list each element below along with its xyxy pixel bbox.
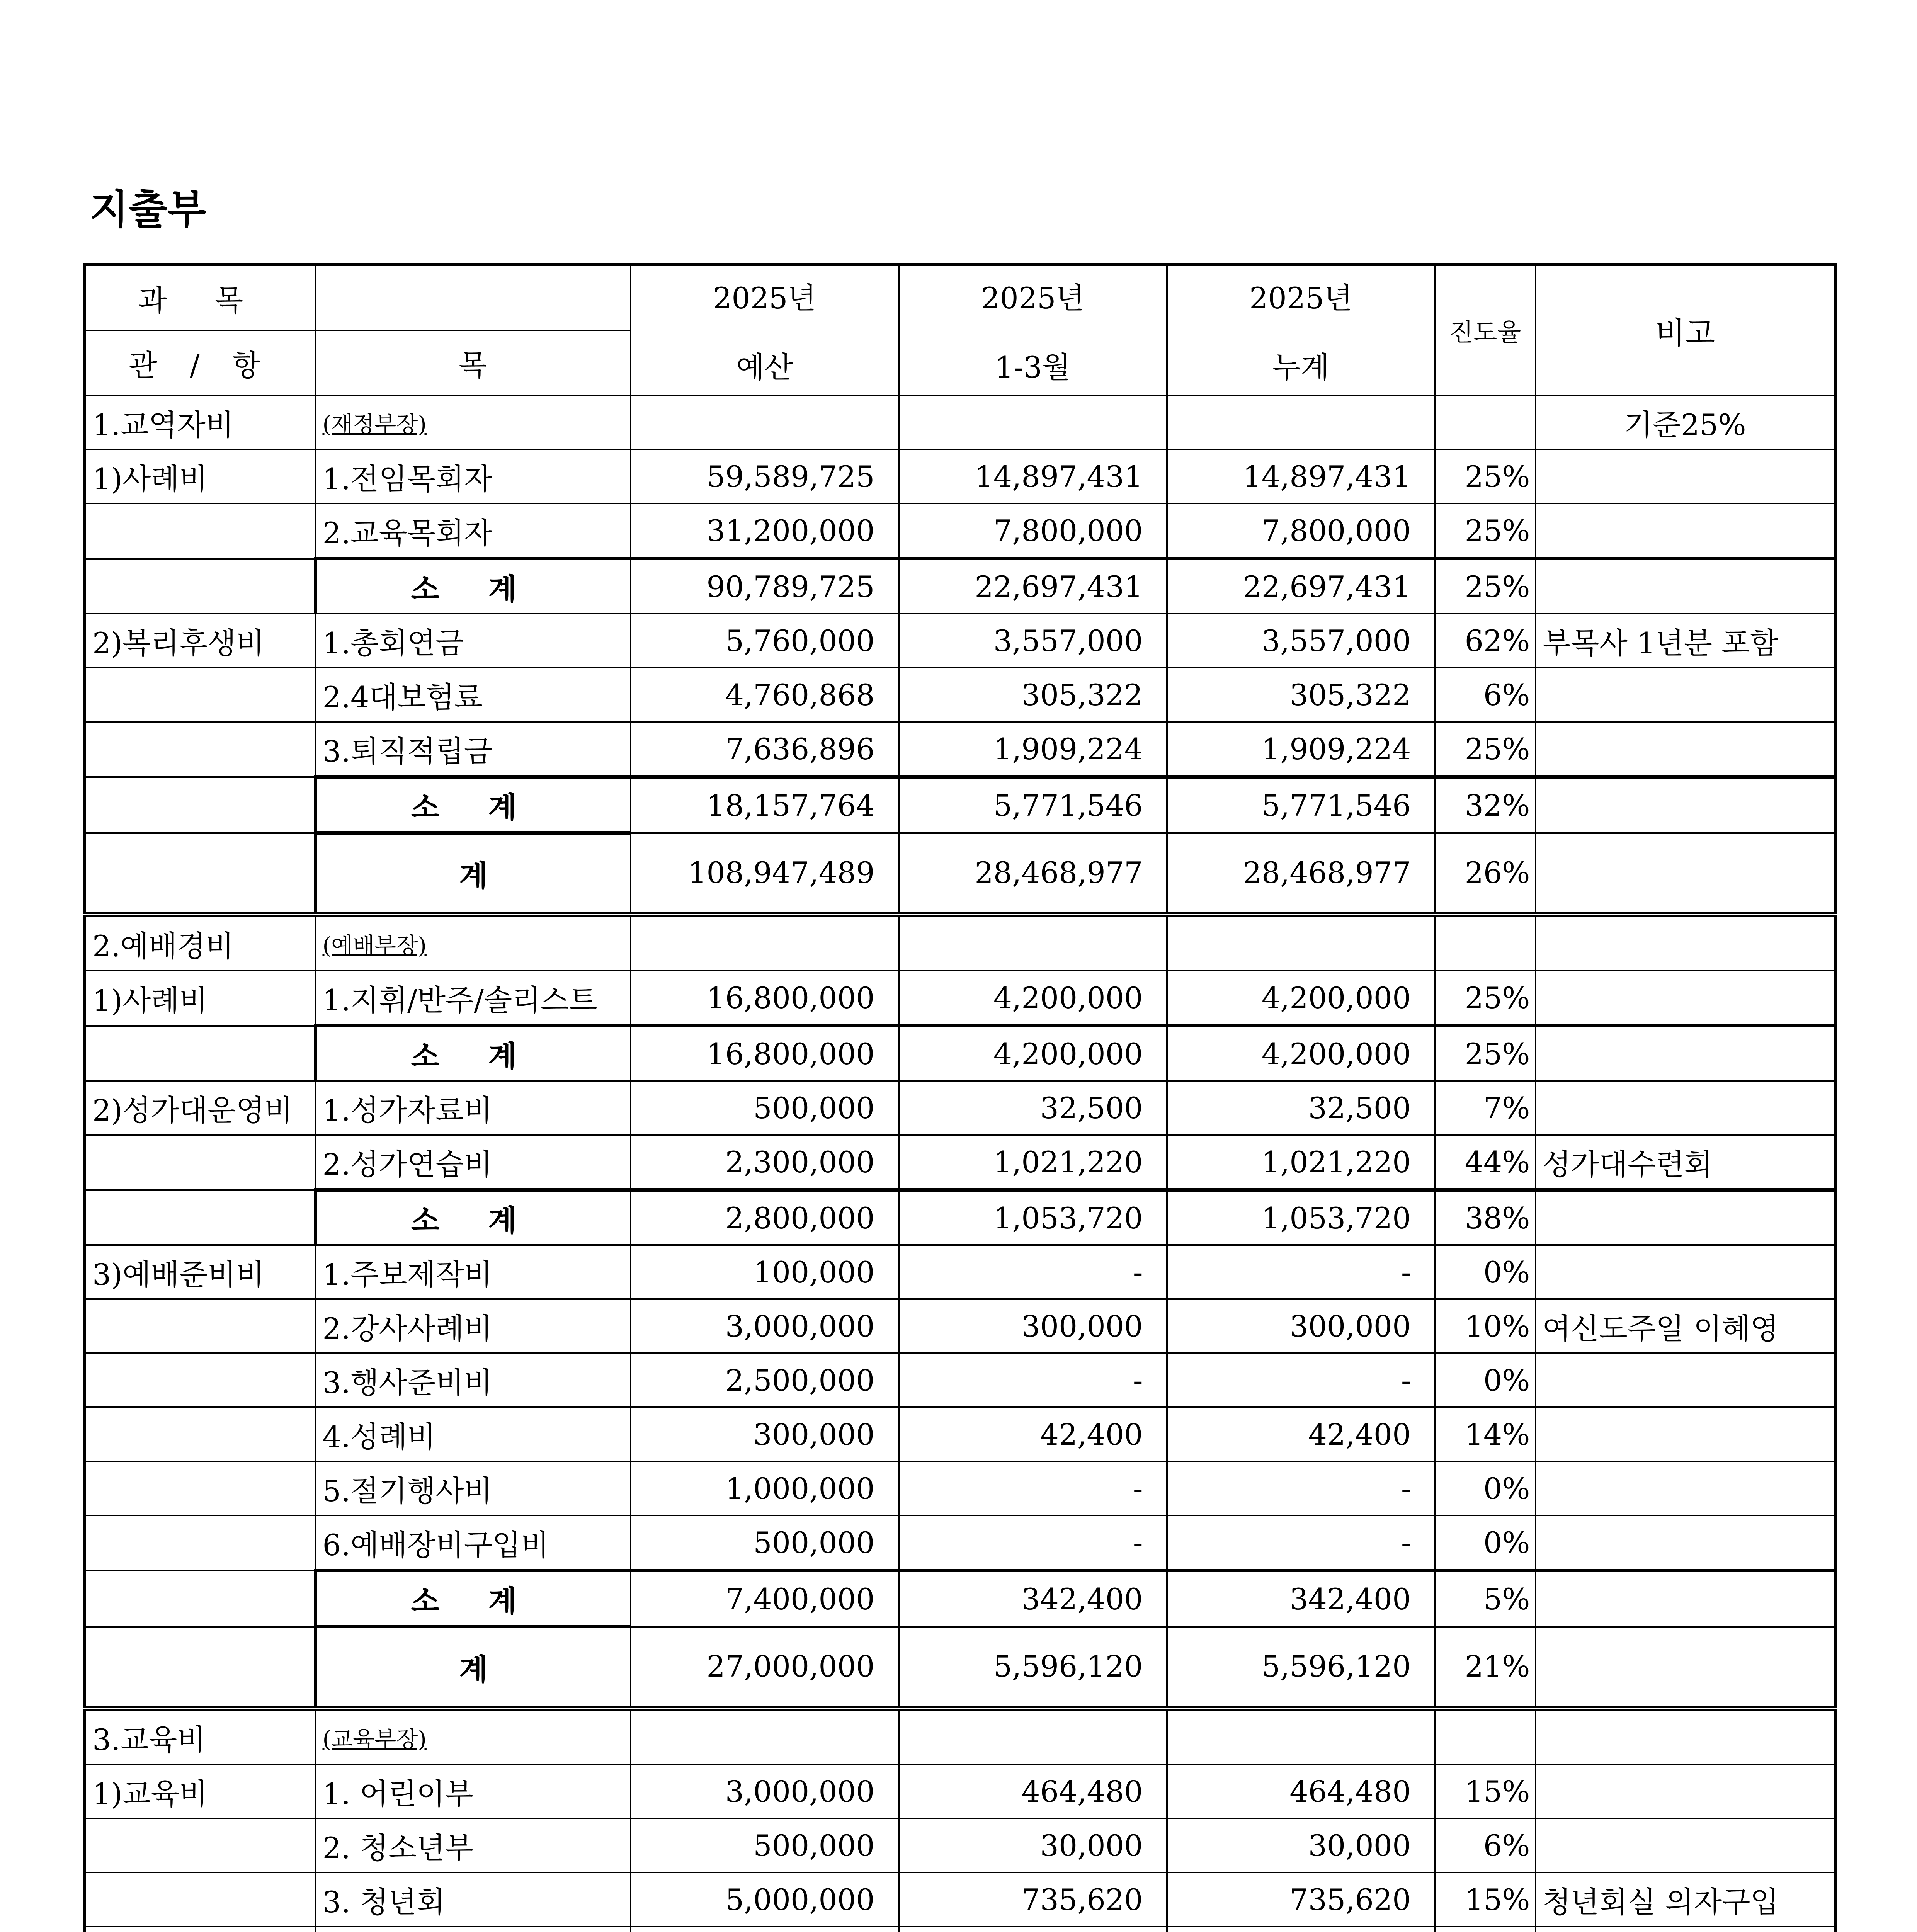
budget-value: 500,000	[631, 1818, 899, 1872]
budget-value: 4,760,868	[631, 668, 899, 722]
q1-value: 1,909,224	[899, 722, 1167, 777]
gwan-note: (예배부장)	[316, 915, 631, 971]
remark-value	[1536, 1461, 1836, 1515]
item-row	[85, 1764, 1836, 1818]
remark-value	[1536, 971, 1836, 1026]
mok-name: 1. 어린이부	[316, 1764, 631, 1818]
budget-value: 5,000,000	[631, 1872, 899, 1927]
header-q1-label: 1-3월	[995, 350, 1071, 384]
empty-cell	[1536, 1571, 1836, 1627]
budget-value	[631, 1927, 899, 1932]
empty-cell	[1435, 915, 1536, 971]
remark-value	[1536, 1927, 1836, 1932]
hang-name	[85, 1407, 316, 1461]
empty-cell	[85, 777, 316, 833]
budget-value: 100,000	[631, 1245, 899, 1299]
subtotal-cumulative: 4,200,000	[1167, 1026, 1435, 1081]
subtotal-q1: 5,771,546	[899, 777, 1167, 833]
header-mok: 목	[316, 330, 631, 395]
progress-value: 0%	[1435, 1461, 1536, 1515]
q1-value: 464,480	[899, 1764, 1167, 1818]
total-q1: 28,468,977	[899, 833, 1167, 915]
total-cumulative: 28,468,977	[1167, 833, 1435, 915]
progress-value: 25%	[1435, 503, 1536, 559]
cumulative-value: 32,500	[1167, 1081, 1435, 1135]
q1-value: 42,400	[899, 1407, 1167, 1461]
hang-name	[85, 1872, 316, 1927]
header-budget	[631, 265, 899, 396]
q1-value: 14,897,431	[899, 449, 1167, 503]
q1-value: 735,620	[899, 1872, 1167, 1927]
budget-value: 2,500,000	[631, 1353, 899, 1407]
cumulative-value: 464,480	[1167, 1764, 1435, 1818]
gwan-remark	[1536, 1708, 1836, 1764]
empty-cell	[85, 1627, 316, 1709]
header-empty	[316, 265, 631, 331]
budget-value: 500,000	[631, 1081, 899, 1135]
q1-value: 4,200,000	[899, 971, 1167, 1026]
mok-name: 3. 청년회	[316, 1872, 631, 1927]
remark-value: 여신도주일 이혜영	[1536, 1299, 1836, 1353]
header-progress: 진도율	[1435, 265, 1536, 396]
mok-name: 3.퇴직적립금	[316, 722, 631, 777]
mok-name: 6.예배장비구입비	[316, 1515, 631, 1571]
empty-cell	[631, 395, 899, 449]
total-q1: 5,596,120	[899, 1627, 1167, 1709]
q1-value: 30,000	[899, 1818, 1167, 1872]
mok-name: 1.전임목회자	[316, 449, 631, 503]
total-progress: 21%	[1435, 1627, 1536, 1709]
remark-value	[1536, 1245, 1836, 1299]
empty-cell	[1435, 1708, 1536, 1764]
cumulative-value: 14,897,431	[1167, 449, 1435, 503]
total-progress: 26%	[1435, 833, 1536, 915]
header-gwamok: 과 목	[85, 265, 316, 331]
hang-name: 2)성가대운영비	[85, 1081, 316, 1135]
subtotal-progress: 32%	[1435, 777, 1536, 833]
header-cumulative	[1167, 265, 1435, 396]
progress-value: 62%	[1435, 614, 1536, 668]
budget-value: 2,300,000	[631, 1135, 899, 1190]
cumulative-value: 735,620	[1167, 1872, 1435, 1927]
subtotal-row	[85, 559, 1836, 614]
progress-value: 0%	[1435, 1245, 1536, 1299]
gwan-name: 3.교육비	[85, 1708, 316, 1764]
mok-name: 3.행사준비비	[316, 1353, 631, 1407]
hang-name	[85, 1461, 316, 1515]
subtotal-q1: 4,200,000	[899, 1026, 1167, 1081]
empty-cell	[1536, 559, 1836, 614]
progress-value: 25%	[1435, 971, 1536, 1026]
progress-value: 6%	[1435, 1818, 1536, 1872]
remark-value	[1536, 1818, 1836, 1872]
progress-value: 25%	[1435, 722, 1536, 777]
progress-value: 0%	[1435, 1353, 1536, 1407]
total-label: 계	[316, 833, 631, 915]
budget-value: 300,000	[631, 1407, 899, 1461]
hang-name	[85, 668, 316, 722]
remark-value: 성가대수련회	[1536, 1135, 1836, 1190]
gwan-note: (교육부장)	[316, 1708, 631, 1764]
hang-name	[85, 1135, 316, 1190]
cumulative-value: 30,000	[1167, 1818, 1435, 1872]
budget-value: 7,636,896	[631, 722, 899, 777]
mok-name: 2.4대보험료	[316, 668, 631, 722]
mok-name: 1.성가자료비	[316, 1081, 631, 1135]
cumulative-value: 1,909,224	[1167, 722, 1435, 777]
mok-name: 2. 청소년부	[316, 1818, 631, 1872]
remark-value	[1536, 1353, 1836, 1407]
total-label: 계	[316, 1627, 631, 1709]
total-budget: 27,000,000	[631, 1627, 899, 1709]
subtotal-q1: 22,697,431	[899, 559, 1167, 614]
subtotal-cumulative: 22,697,431	[1167, 559, 1435, 614]
empty-cell	[1536, 1026, 1836, 1081]
total-row	[85, 833, 1836, 915]
item-row	[85, 1927, 1836, 1932]
subtotal-row	[85, 1571, 1836, 1627]
subtotal-progress: 25%	[1435, 1026, 1536, 1081]
item-row	[85, 1515, 1836, 1571]
subtotal-label: 소 계	[316, 777, 631, 833]
item-row	[85, 971, 1836, 1026]
hang-name	[85, 1299, 316, 1353]
q1-value: 3,557,000	[899, 614, 1167, 668]
item-row	[85, 1081, 1836, 1135]
empty-cell	[631, 1708, 899, 1764]
header-budget-year: 2025년	[713, 281, 816, 315]
empty-cell	[1536, 1627, 1836, 1709]
empty-cell	[85, 1190, 316, 1245]
cumulative-value: 3,557,000	[1167, 614, 1435, 668]
total-cumulative: 5,596,120	[1167, 1627, 1435, 1709]
item-row	[85, 1353, 1836, 1407]
q1-value: 1,021,220	[899, 1135, 1167, 1190]
progress-value: 7%	[1435, 1081, 1536, 1135]
budget-value: 16,800,000	[631, 971, 899, 1026]
item-row	[85, 668, 1836, 722]
empty-cell	[1167, 395, 1435, 449]
gwan-note: (재정부장)	[316, 395, 631, 449]
q1-value: -	[899, 1515, 1167, 1571]
remark-value: 부목사 1년분 포함	[1536, 614, 1836, 668]
remark-value	[1536, 1515, 1836, 1571]
subtotal-label: 소 계	[316, 1026, 631, 1081]
remark-value	[1536, 449, 1836, 503]
hang-name	[85, 1353, 316, 1407]
subtotal-progress: 5%	[1435, 1571, 1536, 1627]
subtotal-q1: 342,400	[899, 1571, 1167, 1627]
remark-value	[1536, 722, 1836, 777]
total-budget: 108,947,489	[631, 833, 899, 915]
item-row	[85, 1461, 1836, 1515]
empty-cell	[899, 395, 1167, 449]
progress-value: 25%	[1435, 449, 1536, 503]
cumulative-value: -	[1167, 1515, 1435, 1571]
cumulative-value: 4,200,000	[1167, 971, 1435, 1026]
empty-cell	[899, 1708, 1167, 1764]
q1-value: 300,000	[899, 1299, 1167, 1353]
cumulative-value: -	[1167, 1353, 1435, 1407]
empty-cell	[85, 559, 316, 614]
budget-value: 1,000,000	[631, 1461, 899, 1515]
progress-value: 15%	[1435, 1764, 1536, 1818]
remark-value	[1536, 668, 1836, 722]
item-row	[85, 614, 1836, 668]
remark-value	[1536, 1081, 1836, 1135]
item-row	[85, 1407, 1836, 1461]
progress-value: 6%	[1435, 668, 1536, 722]
remark-value	[1536, 503, 1836, 559]
mok-name: 4.성례비	[316, 1407, 631, 1461]
mok-name: 2.교육목회자	[316, 503, 631, 559]
item-row	[85, 503, 1836, 559]
subtotal-progress: 38%	[1435, 1190, 1536, 1245]
remark-value	[1536, 1764, 1836, 1818]
mok-name	[316, 1927, 631, 1932]
subtotal-budget: 16,800,000	[631, 1026, 899, 1081]
item-row	[85, 1299, 1836, 1353]
subtotal-label: 소 계	[316, 559, 631, 614]
progress-value: 10%	[1435, 1299, 1536, 1353]
mok-name: 1.총회연금	[316, 614, 631, 668]
progress-value: 15%	[1435, 1872, 1536, 1927]
gwan-remark	[1536, 915, 1836, 971]
item-row	[85, 1245, 1836, 1299]
header-q1-year: 2025년	[981, 281, 1084, 315]
hang-name: 3)예배준비비	[85, 1245, 316, 1299]
budget-value: 500,000	[631, 1515, 899, 1571]
empty-cell	[1536, 833, 1836, 915]
header-q1	[899, 265, 1167, 396]
subtotal-label: 소 계	[316, 1190, 631, 1245]
subtotal-cumulative: 5,771,546	[1167, 777, 1435, 833]
subtotal-budget: 7,400,000	[631, 1571, 899, 1627]
gwan-row	[85, 1708, 1836, 1764]
item-row	[85, 449, 1836, 503]
q1-value: -	[899, 1245, 1167, 1299]
progress-value	[1435, 1927, 1536, 1932]
hang-name: 1)교육비	[85, 1764, 316, 1818]
mok-name: 1.주보제작비	[316, 1245, 631, 1299]
budget-value: 31,200,000	[631, 503, 899, 559]
subtotal-cumulative: 342,400	[1167, 1571, 1435, 1627]
header-budget-label: 예산	[736, 350, 793, 384]
subtotal-budget: 18,157,764	[631, 777, 899, 833]
header-remarks: 비고	[1536, 265, 1836, 396]
item-row	[85, 1872, 1836, 1927]
mok-name: 2.성가연습비	[316, 1135, 631, 1190]
q1-value: 32,500	[899, 1081, 1167, 1135]
budget-value: 3,000,000	[631, 1299, 899, 1353]
empty-cell	[631, 915, 899, 971]
subtotal-budget: 90,789,725	[631, 559, 899, 614]
gwan-row	[85, 915, 1836, 971]
subtotal-cumulative: 1,053,720	[1167, 1190, 1435, 1245]
hang-name	[85, 503, 316, 559]
empty-cell	[85, 1026, 316, 1081]
q1-value: -	[899, 1461, 1167, 1515]
budget-value: 59,589,725	[631, 449, 899, 503]
cumulative-value: 7,800,000	[1167, 503, 1435, 559]
header-row-top	[85, 265, 1836, 331]
progress-value: 44%	[1435, 1135, 1536, 1190]
subtotal-row	[85, 777, 1836, 833]
empty-cell	[1536, 1190, 1836, 1245]
hang-name: 2)복리후생비	[85, 614, 316, 668]
cumulative-value	[1167, 1927, 1435, 1932]
empty-cell	[1536, 777, 1836, 833]
empty-cell	[1167, 915, 1435, 971]
cumulative-value: 305,322	[1167, 668, 1435, 722]
gwan-name: 2.예배경비	[85, 915, 316, 971]
budget-value: 5,760,000	[631, 614, 899, 668]
remark-value	[1536, 1407, 1836, 1461]
remark-value: 청년회실 의자구입	[1536, 1872, 1836, 1927]
gwan-row	[85, 395, 1836, 449]
header-cum-year: 2025년	[1249, 281, 1352, 315]
item-row	[85, 1135, 1836, 1190]
progress-value: 14%	[1435, 1407, 1536, 1461]
gwan-name: 1.교역자비	[85, 395, 316, 449]
hang-name	[85, 1818, 316, 1872]
page-title: 지출부	[90, 186, 206, 233]
q1-value: 7,800,000	[899, 503, 1167, 559]
subtotal-row	[85, 1190, 1836, 1245]
total-row	[85, 1627, 1836, 1709]
gwan-remark: 기준25%	[1536, 395, 1836, 449]
subtotal-progress: 25%	[1435, 559, 1536, 614]
progress-value: 0%	[1435, 1515, 1536, 1571]
expenditure-table	[83, 263, 1837, 1932]
empty-cell	[85, 833, 316, 915]
subtotal-row	[85, 1026, 1836, 1081]
cumulative-value: 300,000	[1167, 1299, 1435, 1353]
hang-name: 1)사례비	[85, 449, 316, 503]
subtotal-label: 소 계	[316, 1571, 631, 1627]
mok-name: 1.지휘/반주/솔리스트	[316, 971, 631, 1026]
empty-cell	[1435, 395, 1536, 449]
hang-name	[85, 1927, 316, 1932]
mok-name: 2.강사사례비	[316, 1299, 631, 1353]
subtotal-q1: 1,053,720	[899, 1190, 1167, 1245]
mok-name: 5.절기행사비	[316, 1461, 631, 1515]
cumulative-value: -	[1167, 1461, 1435, 1515]
empty-cell	[85, 1571, 316, 1627]
subtotal-budget: 2,800,000	[631, 1190, 899, 1245]
cumulative-value: 42,400	[1167, 1407, 1435, 1461]
empty-cell	[1167, 1708, 1435, 1764]
q1-value	[899, 1927, 1167, 1932]
cumulative-value: -	[1167, 1245, 1435, 1299]
q1-value: 305,322	[899, 668, 1167, 722]
cumulative-value: 1,021,220	[1167, 1135, 1435, 1190]
budget-value: 3,000,000	[631, 1764, 899, 1818]
hang-name: 1)사례비	[85, 971, 316, 1026]
hang-name	[85, 722, 316, 777]
item-row	[85, 1818, 1836, 1872]
hang-name	[85, 1515, 316, 1571]
empty-cell	[899, 915, 1167, 971]
header-cum-label: 누계	[1272, 350, 1329, 384]
item-row	[85, 722, 1836, 777]
q1-value: -	[899, 1353, 1167, 1407]
header-gwanhang: 관 / 항	[85, 330, 316, 395]
